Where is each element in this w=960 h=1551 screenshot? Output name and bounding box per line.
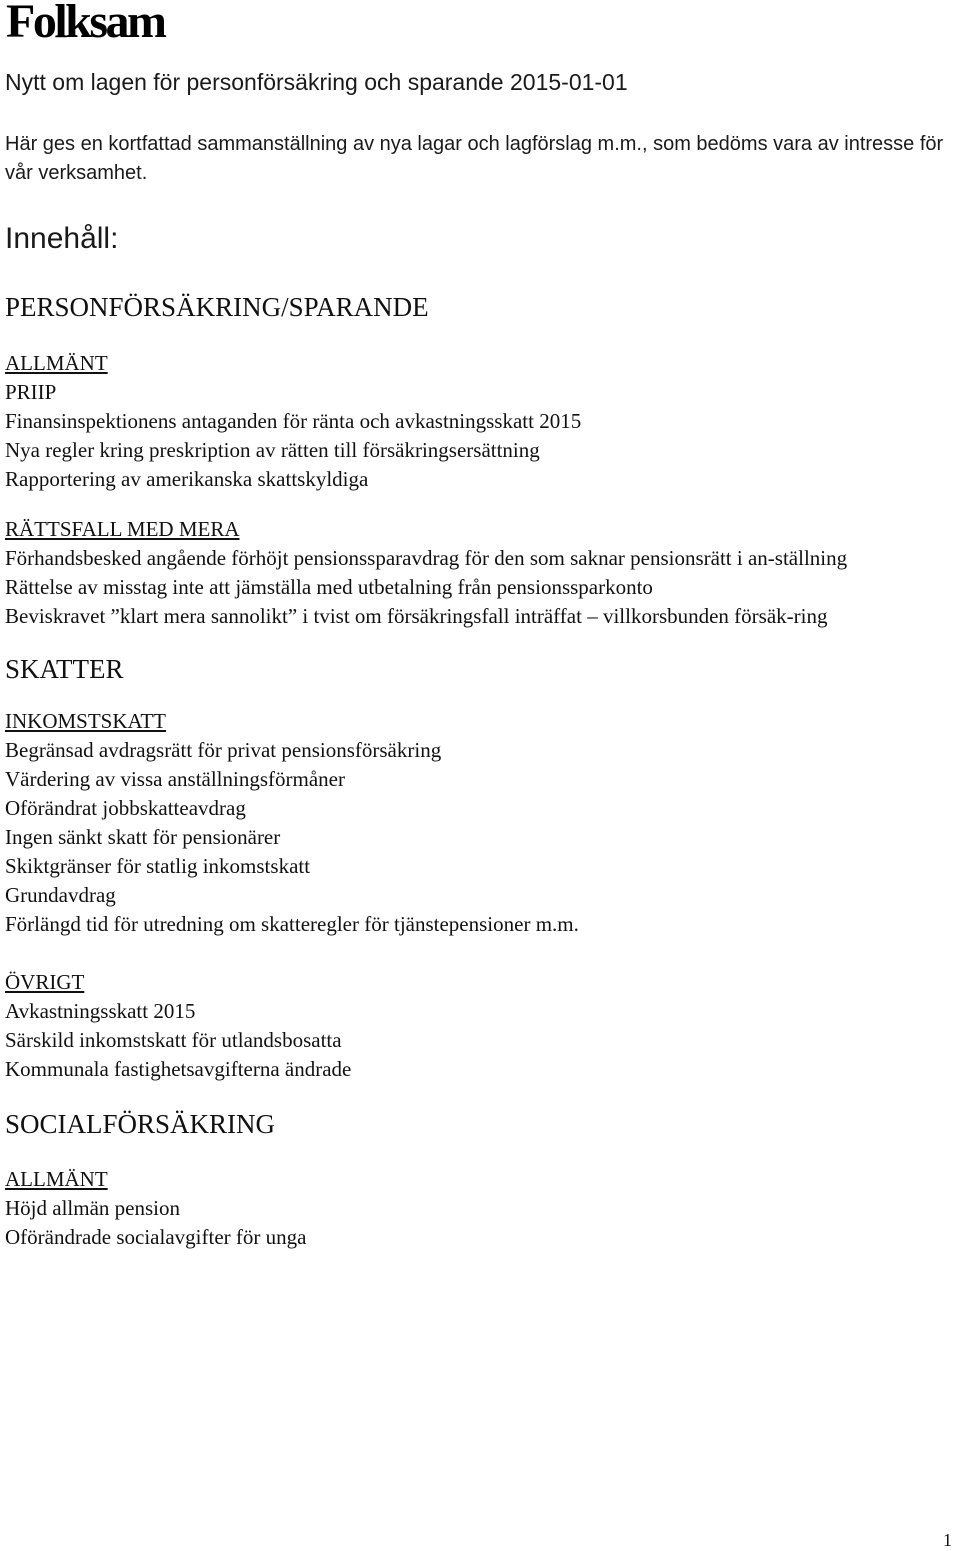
group-allmant-social bbox=[5, 1165, 955, 1252]
group-title: ÖVRIGT bbox=[5, 970, 85, 994]
group-title: ALLMÄNT bbox=[5, 1167, 108, 1191]
list-item: Särskild inkomstskatt för utlandsbosatta bbox=[5, 1028, 342, 1052]
folksam-logo: Folksam bbox=[6, 0, 165, 48]
group-title: RÄTTSFALL MED MERA bbox=[5, 517, 240, 541]
list-item: Förlängd tid för utredning om skatteregler för tjänstepensioner m.m. bbox=[5, 912, 579, 936]
section-skatter bbox=[5, 651, 955, 1084]
section-title: PERSONFÖRSÄKRING/SPARANDE bbox=[5, 292, 429, 322]
list-item: PRIIP bbox=[5, 380, 57, 404]
toc-content bbox=[5, 289, 955, 1252]
list-item: Höjd allmän pension bbox=[5, 1196, 180, 1220]
list-item: Beviskravet ”klart mera sannolikt” i tvist om försäkringsfall inträffat – villkorsbunden försäk-ring bbox=[5, 604, 828, 628]
list-item: Finansinspektionens antaganden för ränta och avkastningsskatt 2015 bbox=[5, 409, 582, 433]
list-item: Avkastningsskatt 2015 bbox=[5, 999, 196, 1023]
list-item: Ingen sänkt skatt för pensionärer bbox=[5, 825, 281, 849]
list-item: Begränsad avdragsrätt för privat pensionsförsäkring bbox=[5, 738, 442, 762]
section-personforsakring bbox=[5, 289, 955, 631]
list-item: Skiktgränser för statlig inkomstskatt bbox=[5, 854, 311, 878]
list-item: Kommunala fastighetsavgifterna ändrade bbox=[5, 1057, 352, 1081]
section-title: SKATTER bbox=[5, 654, 124, 684]
group-rattsfall bbox=[5, 515, 955, 631]
section-title: SOCIALFÖRSÄKRING bbox=[5, 1109, 276, 1139]
group-ovrigt bbox=[5, 968, 955, 1084]
list-item: Oförändrade socialavgifter för unga bbox=[5, 1225, 307, 1249]
section-socialforsakring bbox=[5, 1106, 955, 1252]
document-title: Nytt om lagen för personförsäkring och sparande 2015-01-01 bbox=[5, 69, 628, 95]
list-item: Värdering av vissa anställningsförmåner bbox=[5, 767, 345, 791]
list-item: Nya regler kring preskription av rätten till försäkringsersättning bbox=[5, 438, 540, 462]
toc-heading: Innehåll: bbox=[5, 222, 119, 255]
list-item: Rättelse av misstag inte att jämställa med utbetalning från pensionssparkonto bbox=[5, 575, 653, 599]
list-item: Rapportering av amerikanska skattskyldiga bbox=[5, 467, 369, 491]
page-number: 1 bbox=[943, 1530, 952, 1550]
group-title: ALLMÄNT bbox=[5, 351, 108, 375]
list-item: Oförändrat jobbskatteavdrag bbox=[5, 796, 246, 820]
group-title: INKOMSTSKATT bbox=[5, 709, 167, 733]
group-allmant bbox=[5, 349, 955, 494]
list-item: Förhandsbesked angående förhöjt pensionssparavdrag för den som saknar pensionsrätt i an-ställning bbox=[5, 546, 848, 570]
list-item: Grundavdrag bbox=[5, 883, 116, 907]
intro-paragraph: Här ges en kortfattad sammanställning av nya lagar och lagförslag m.m., som bedöms vara av intresse för vår verksamhet. bbox=[5, 133, 944, 184]
group-inkomstskatt bbox=[5, 707, 955, 939]
